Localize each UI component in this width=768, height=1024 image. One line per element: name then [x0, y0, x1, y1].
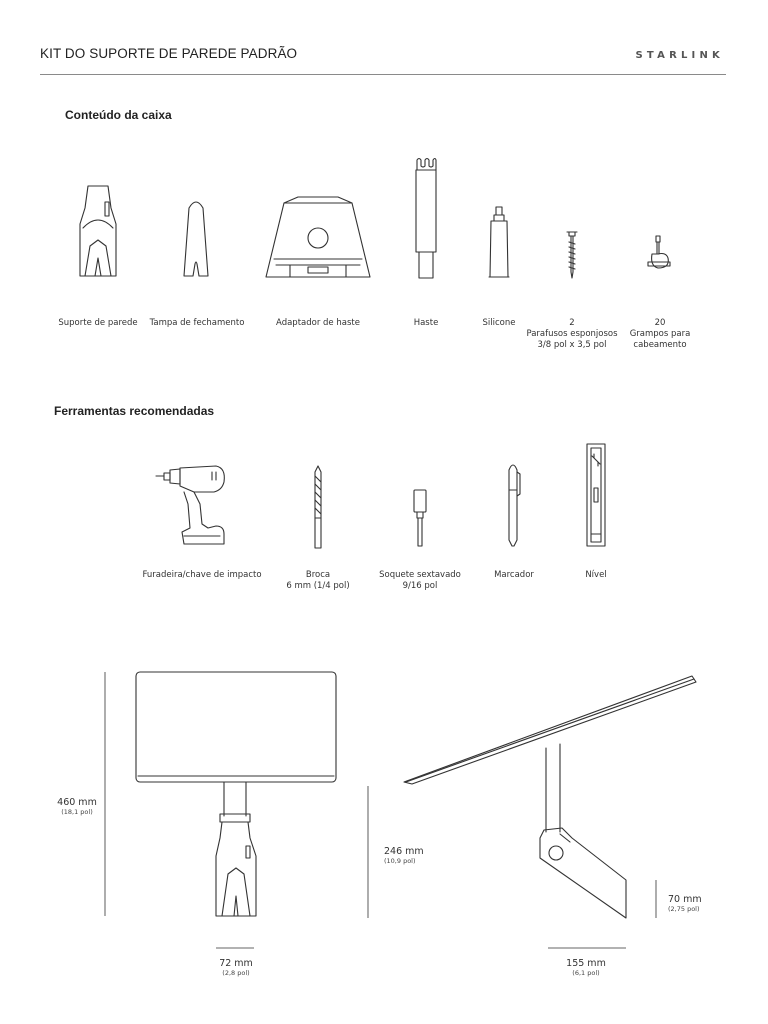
- page-title: KIT DO SUPORTE DE PAREDE PADRÃO: [40, 46, 298, 61]
- front-view-diagram: [100, 668, 380, 958]
- closing-cap-icon: [180, 198, 212, 278]
- label-hex-socket: Soquete sextavado 9/16 pol: [379, 570, 461, 591]
- dim-side-height: 70 mm (2,75 pol): [668, 894, 702, 913]
- cable-clip-icon: [644, 234, 674, 274]
- drill-bit-icon: [311, 464, 325, 550]
- silicone-tube-icon: [486, 205, 512, 281]
- label-mast: Haste: [413, 318, 439, 328]
- label-marker: Marcador: [494, 570, 534, 580]
- mast-icon: [410, 156, 440, 282]
- label-wall-mount: Suporte de parede: [58, 318, 138, 328]
- tools-heading: Ferramentas recomendadas: [54, 404, 215, 418]
- label-silicone: Silicone: [482, 318, 516, 328]
- level-icon: [584, 442, 608, 548]
- label-mast-adapter: Adaptador de haste: [276, 318, 360, 328]
- wall-mount-icon: [76, 184, 120, 278]
- side-view-diagram: [400, 672, 710, 958]
- label-screws: 2 Parafusos esponjosos 3/8 pol x 3,5 pol: [526, 318, 618, 350]
- label-closing-cap: Tampa de fechamento: [149, 318, 245, 328]
- impact-drill-icon: [154, 464, 230, 548]
- label-drill-bit: Broca 6 mm (1/4 pol): [286, 570, 350, 591]
- label-cable-clips: 20 Grampos para cabeamento: [629, 318, 691, 350]
- brand-logo: STARLINK: [635, 50, 724, 61]
- marker-icon: [502, 460, 524, 550]
- hex-socket-icon: [410, 488, 430, 550]
- header-divider: [40, 74, 726, 75]
- mast-adapter-icon: [262, 193, 374, 279]
- dim-total-height: 460 mm (18,1 pol): [57, 797, 97, 816]
- dim-side-depth: 155 mm (6,1 pol): [566, 958, 606, 977]
- dim-front-width: 72 mm (2,8 pol): [219, 958, 253, 977]
- screw-icon: [564, 228, 580, 280]
- label-level: Nível: [585, 570, 607, 580]
- label-impact-drill: Furadeira/chave de impacto: [142, 570, 262, 580]
- dim-mount-height: 246 mm (10,9 pol): [384, 846, 424, 865]
- box-contents-heading: Conteúdo da caixa: [65, 108, 172, 122]
